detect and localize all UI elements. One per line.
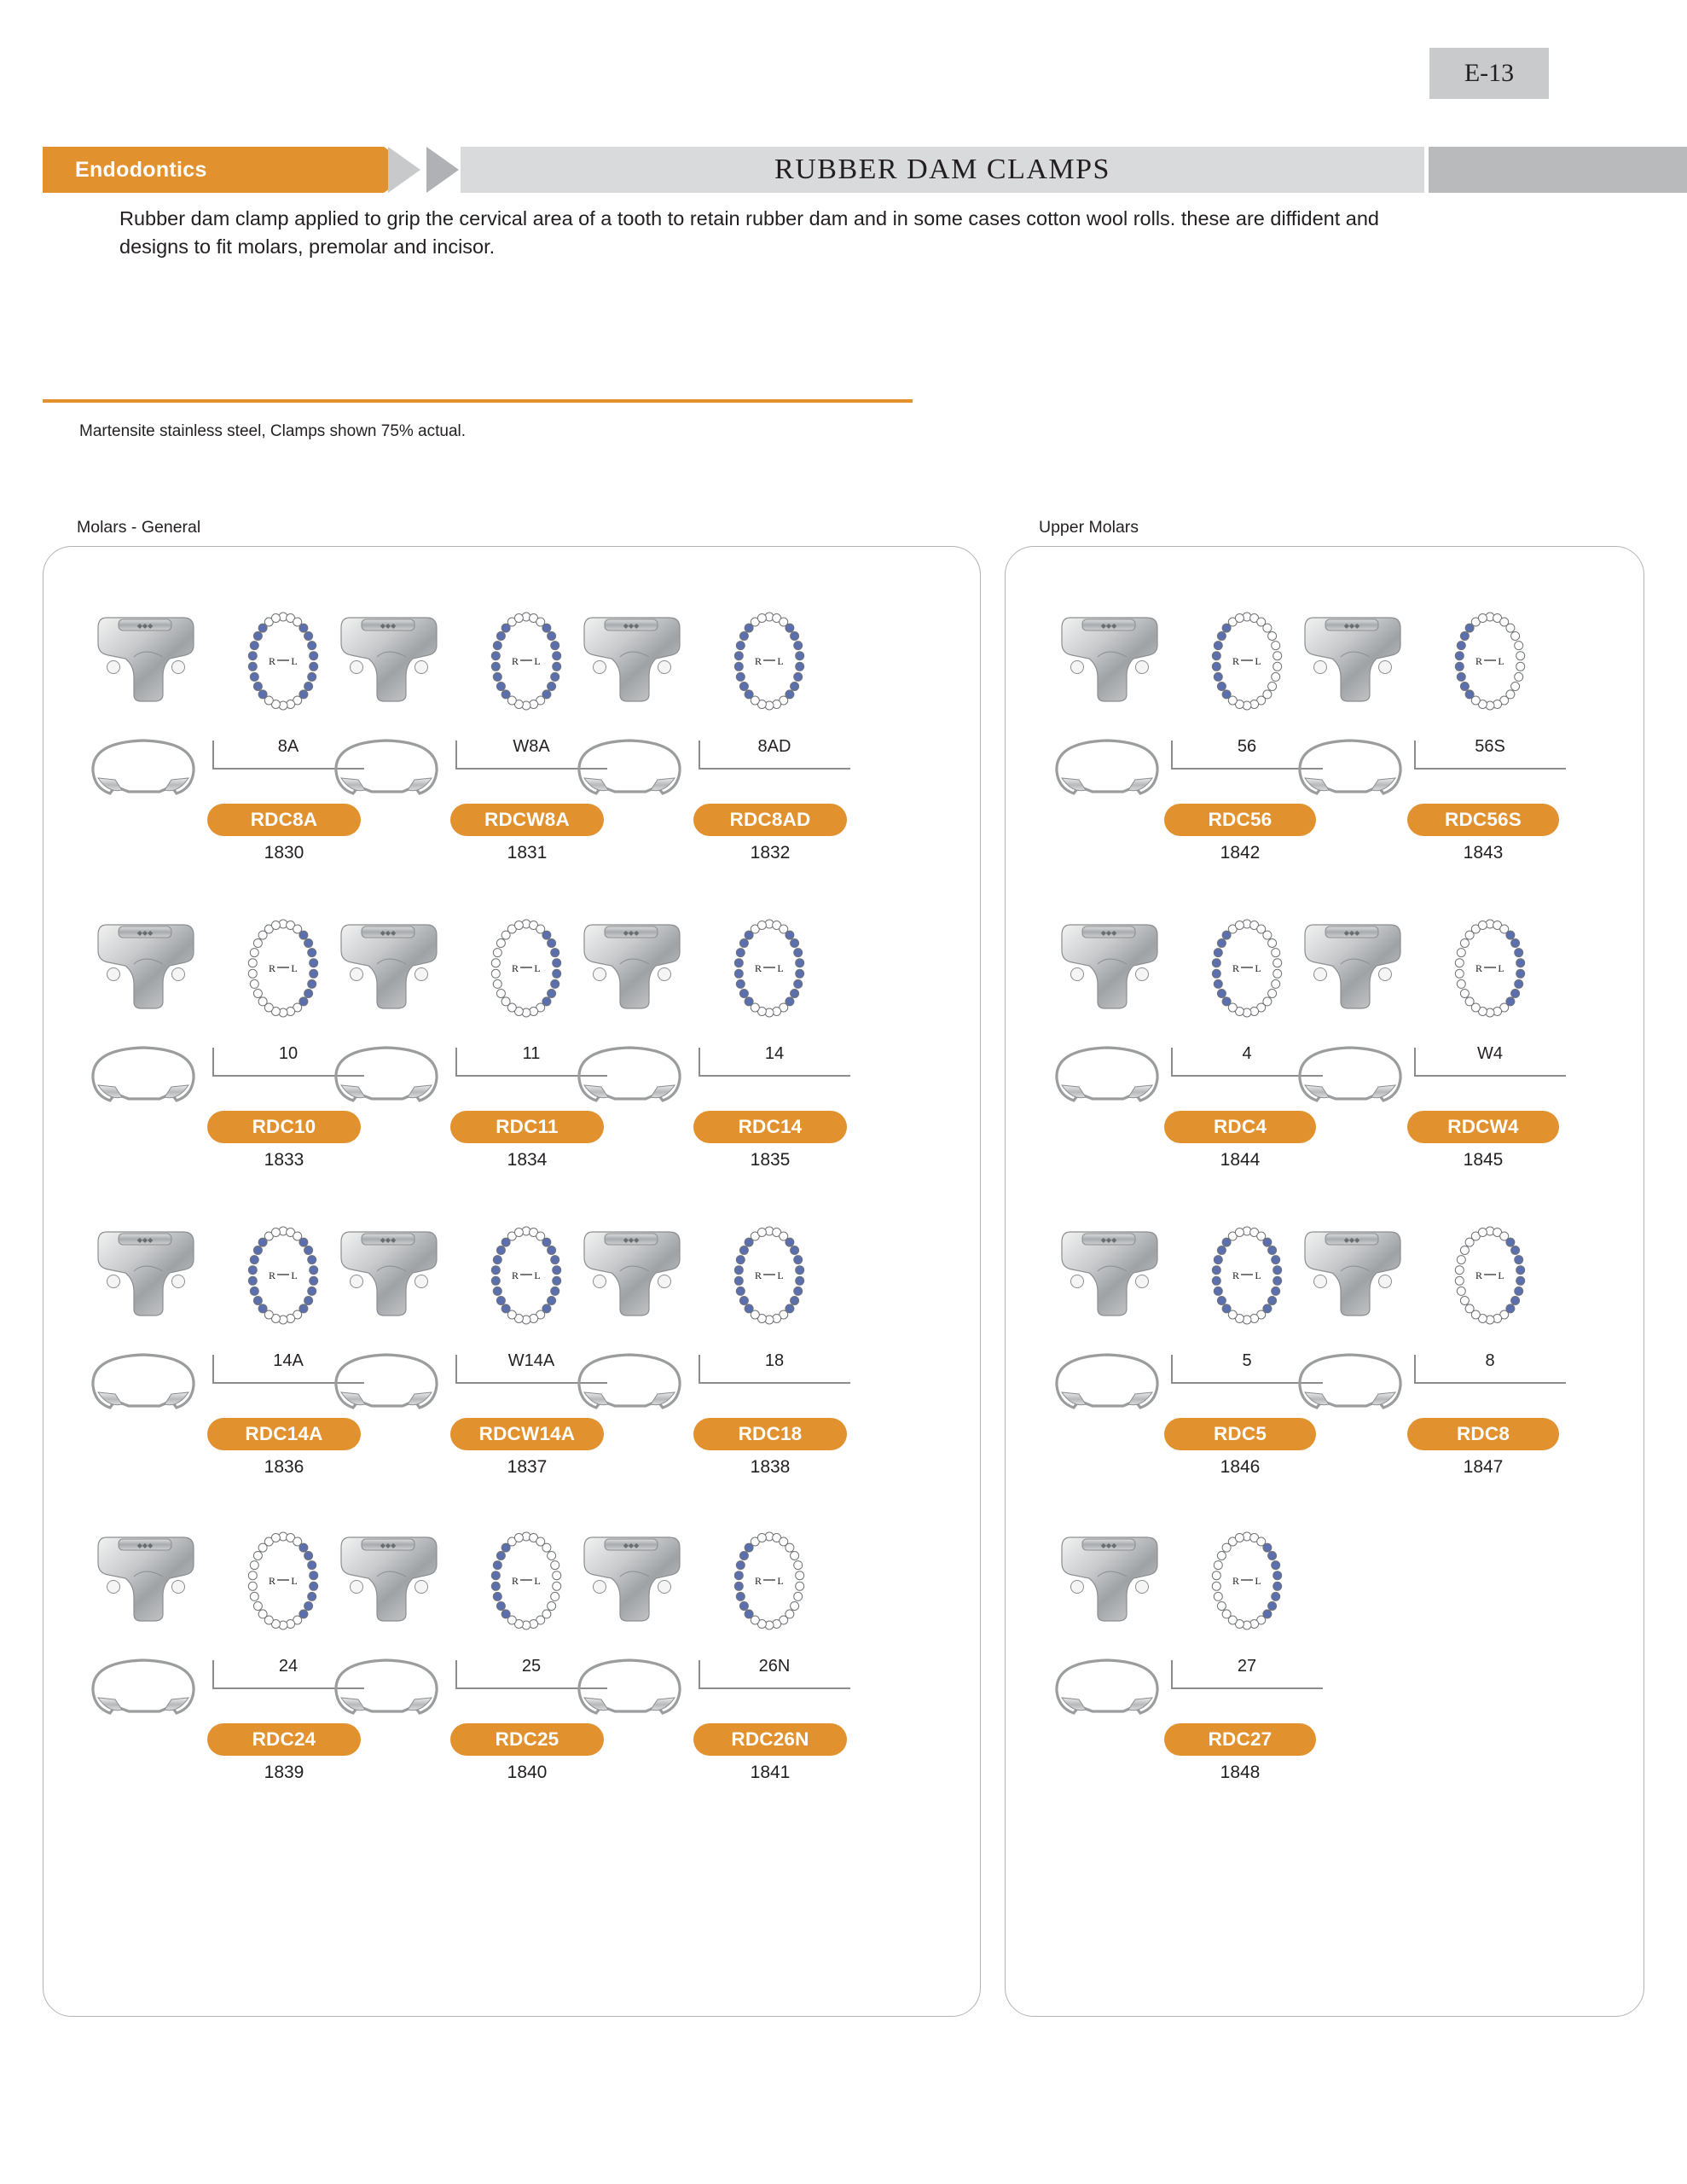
clamp-side-image bbox=[1284, 1034, 1417, 1115]
product-code-badge[interactable]: RDC14 bbox=[693, 1111, 847, 1143]
svg-text:◆◆◆: ◆◆◆ bbox=[623, 1236, 640, 1244]
size-underline bbox=[699, 768, 850, 770]
size-label: W14A bbox=[507, 1351, 555, 1370]
tooth-position-diagram bbox=[714, 913, 825, 1024]
product-code-badge[interactable]: RDCW8A bbox=[450, 804, 604, 836]
clamp-side-image bbox=[321, 727, 453, 808]
clamp-side-image bbox=[321, 1034, 453, 1115]
product-ref-number: 1833 bbox=[264, 1150, 304, 1170]
size-callout bbox=[688, 1339, 850, 1392]
clamp-front-image bbox=[81, 1220, 209, 1327]
svg-text:◆◆◆: ◆◆◆ bbox=[380, 929, 397, 937]
svg-text:L: L bbox=[1255, 655, 1261, 667]
clamp-front-image bbox=[1045, 1525, 1173, 1632]
size-label: 26N bbox=[758, 1657, 791, 1676]
product-ref-number: 1830 bbox=[264, 843, 304, 863]
clamp-front-image bbox=[567, 913, 695, 1019]
product-code-badge[interactable]: RDCW14A bbox=[450, 1418, 604, 1450]
size-callout bbox=[688, 1645, 850, 1698]
clamp-side-image bbox=[1041, 1647, 1174, 1728]
svg-text:L: L bbox=[1498, 655, 1504, 667]
product-ref-number: 1843 bbox=[1463, 843, 1504, 863]
product-cell bbox=[559, 1211, 857, 1519]
product-code-badge[interactable]: RDC8AD bbox=[693, 804, 847, 836]
size-underline bbox=[1171, 1687, 1323, 1689]
intro-text: Rubber dam clamp applied to grip the cervical area of a tooth to retain rubber dam and in some cases cotton wool rolls. these are diffident and designs to fit molars, premolar and incisor. bbox=[119, 207, 1379, 258]
tooth-position-diagram bbox=[1435, 913, 1545, 1024]
product-code-badge[interactable]: RDC11 bbox=[450, 1111, 604, 1143]
size-label: 24 bbox=[278, 1657, 299, 1676]
svg-text:R: R bbox=[754, 1269, 762, 1281]
size-callout bbox=[1404, 725, 1566, 778]
clamp-side-image bbox=[78, 1341, 210, 1422]
product-cell bbox=[1279, 1211, 1578, 1519]
svg-text:L: L bbox=[1255, 962, 1261, 974]
svg-text:L: L bbox=[777, 655, 784, 667]
svg-text:◆◆◆: ◆◆◆ bbox=[1100, 1542, 1117, 1549]
svg-text:◆◆◆: ◆◆◆ bbox=[380, 622, 397, 630]
product-code-badge[interactable]: RDC25 bbox=[450, 1723, 604, 1756]
svg-text:◆◆◆: ◆◆◆ bbox=[623, 1542, 640, 1549]
svg-text:L: L bbox=[777, 1575, 784, 1587]
svg-text:L: L bbox=[1255, 1575, 1261, 1587]
svg-text:R: R bbox=[1232, 962, 1240, 974]
size-underline bbox=[699, 1382, 850, 1384]
tooth-position-diagram bbox=[714, 1220, 825, 1331]
svg-text:R: R bbox=[754, 655, 762, 667]
svg-text:R: R bbox=[1475, 962, 1483, 974]
product-code-badge[interactable]: RDCW4 bbox=[1407, 1111, 1559, 1143]
svg-text:◆◆◆: ◆◆◆ bbox=[623, 622, 640, 630]
svg-text:R: R bbox=[1232, 1269, 1240, 1281]
size-label: 4 bbox=[1242, 1044, 1252, 1063]
clamp-side-image bbox=[1041, 727, 1174, 808]
product-ref-number: 1836 bbox=[264, 1457, 304, 1477]
product-ref-number: 1846 bbox=[1220, 1457, 1261, 1477]
svg-text:L: L bbox=[534, 962, 541, 974]
clamp-front-image bbox=[324, 1525, 452, 1632]
clamp-side-image bbox=[321, 1647, 453, 1728]
section-title-upper-molars: Upper Molars bbox=[1039, 518, 1139, 537]
svg-text:L: L bbox=[1498, 1269, 1504, 1281]
clamp-front-image bbox=[1045, 913, 1173, 1019]
size-underline bbox=[1414, 1075, 1566, 1077]
product-code-badge[interactable]: RDC26N bbox=[693, 1723, 847, 1756]
product-ref-number: 1831 bbox=[507, 843, 548, 863]
clamp-side-image bbox=[321, 1341, 453, 1422]
svg-text:◆◆◆: ◆◆◆ bbox=[1343, 929, 1360, 937]
svg-text:R: R bbox=[1232, 1575, 1240, 1587]
header-bar-secondary bbox=[1429, 147, 1687, 193]
size-callout bbox=[1404, 1032, 1566, 1085]
product-ref-number: 1832 bbox=[750, 843, 791, 863]
svg-text:R: R bbox=[1475, 655, 1483, 667]
clamp-side-image bbox=[1041, 1341, 1174, 1422]
product-cell bbox=[559, 597, 857, 904]
product-code-badge[interactable]: RDC56 bbox=[1164, 804, 1316, 836]
size-callout bbox=[688, 1032, 850, 1085]
svg-text:R: R bbox=[268, 1575, 276, 1587]
clamp-side-image bbox=[78, 727, 210, 808]
category-tab bbox=[43, 147, 384, 193]
product-code-badge[interactable]: RDC14A bbox=[207, 1418, 361, 1450]
svg-text:L: L bbox=[534, 655, 541, 667]
size-underline bbox=[1414, 768, 1566, 770]
product-ref-number: 1841 bbox=[750, 1763, 791, 1782]
svg-text:R: R bbox=[511, 1269, 519, 1281]
clamp-front-image bbox=[1288, 913, 1416, 1019]
svg-text:R: R bbox=[268, 1269, 276, 1281]
product-ref-number: 1835 bbox=[750, 1150, 791, 1170]
clamp-front-image bbox=[567, 1220, 695, 1327]
svg-text:◆◆◆: ◆◆◆ bbox=[136, 622, 154, 630]
clamp-front-image bbox=[81, 1525, 209, 1632]
clamp-front-image bbox=[1045, 606, 1173, 712]
product-code-badge[interactable]: RDC56S bbox=[1407, 804, 1559, 836]
size-underline bbox=[1414, 1382, 1566, 1384]
tooth-position-diagram bbox=[1191, 1525, 1302, 1636]
product-cell bbox=[1279, 597, 1578, 904]
tooth-position-diagram bbox=[1435, 606, 1545, 717]
size-label: W8A bbox=[513, 737, 550, 756]
size-label: W4 bbox=[1477, 1044, 1503, 1063]
category-tab-label: Endodontics bbox=[75, 157, 207, 182]
svg-text:◆◆◆: ◆◆◆ bbox=[136, 1542, 154, 1549]
size-label: 56 bbox=[1237, 737, 1257, 756]
svg-text:◆◆◆: ◆◆◆ bbox=[1343, 622, 1360, 630]
product-ref-number: 1844 bbox=[1220, 1150, 1261, 1170]
product-code-badge[interactable]: RDC27 bbox=[1164, 1723, 1316, 1756]
clamp-side-image bbox=[1041, 1034, 1174, 1115]
svg-text:L: L bbox=[291, 962, 298, 974]
svg-text:R: R bbox=[511, 1575, 519, 1587]
clamp-front-image bbox=[567, 606, 695, 712]
chevron-right-icon bbox=[426, 147, 459, 193]
size-label: 10 bbox=[278, 1044, 299, 1063]
svg-text:R: R bbox=[754, 962, 762, 974]
clamp-side-image bbox=[1284, 1341, 1417, 1422]
clamp-side-image bbox=[78, 1647, 210, 1728]
size-label: 11 bbox=[522, 1044, 541, 1063]
clamp-front-image bbox=[324, 1220, 452, 1327]
svg-text:◆◆◆: ◆◆◆ bbox=[136, 1236, 154, 1244]
svg-text:L: L bbox=[291, 655, 298, 667]
product-ref-number: 1840 bbox=[507, 1763, 548, 1782]
size-callout bbox=[1161, 1645, 1323, 1698]
svg-text:L: L bbox=[291, 1575, 298, 1587]
svg-text:◆◆◆: ◆◆◆ bbox=[623, 929, 640, 937]
size-underline bbox=[699, 1687, 850, 1689]
clamp-side-image bbox=[564, 1647, 696, 1728]
size-callout bbox=[1404, 1339, 1566, 1392]
chevron-right-icon bbox=[388, 147, 420, 193]
clamp-side-image bbox=[1284, 727, 1417, 808]
clamp-front-image bbox=[81, 913, 209, 1019]
svg-text:◆◆◆: ◆◆◆ bbox=[136, 929, 154, 937]
size-label: 8AD bbox=[757, 737, 791, 756]
clamp-front-image bbox=[81, 606, 209, 712]
product-cell bbox=[1036, 1517, 1335, 1824]
page-header bbox=[0, 147, 1687, 193]
svg-text:L: L bbox=[1498, 962, 1504, 974]
product-code-badge[interactable]: RDC8A bbox=[207, 804, 361, 836]
page-code-badge: E-13 bbox=[1429, 48, 1549, 99]
clamp-side-image bbox=[564, 1341, 696, 1422]
svg-text:◆◆◆: ◆◆◆ bbox=[1100, 622, 1117, 630]
size-label: 8 bbox=[1485, 1351, 1495, 1370]
svg-text:L: L bbox=[1255, 1269, 1261, 1281]
clamp-side-image bbox=[564, 1034, 696, 1115]
product-ref-number: 1837 bbox=[507, 1457, 548, 1477]
svg-text:◆◆◆: ◆◆◆ bbox=[1343, 1236, 1360, 1244]
size-label: 5 bbox=[1242, 1351, 1252, 1370]
product-code-badge[interactable]: RDC8 bbox=[1407, 1418, 1559, 1450]
svg-text:R: R bbox=[268, 655, 276, 667]
product-ref-number: 1847 bbox=[1463, 1457, 1504, 1477]
svg-text:R: R bbox=[754, 1575, 762, 1587]
product-ref-number: 1839 bbox=[264, 1763, 304, 1782]
svg-text:◆◆◆: ◆◆◆ bbox=[1100, 1236, 1117, 1244]
clamp-front-image bbox=[324, 606, 452, 712]
product-cell bbox=[1279, 904, 1578, 1211]
product-cell bbox=[559, 1517, 857, 1824]
svg-text:R: R bbox=[511, 962, 519, 974]
page-title: RUBBER DAM CLAMPS bbox=[774, 154, 1110, 185]
size-underline bbox=[699, 1075, 850, 1077]
size-label: 8A bbox=[277, 737, 299, 756]
product-code-badge[interactable]: RDC5 bbox=[1164, 1418, 1316, 1450]
divider bbox=[43, 399, 913, 403]
product-ref-number: 1842 bbox=[1220, 843, 1261, 863]
tooth-position-diagram bbox=[714, 1525, 825, 1636]
size-label: 25 bbox=[521, 1657, 542, 1676]
product-cell bbox=[559, 904, 857, 1211]
size-label: 18 bbox=[764, 1351, 785, 1370]
svg-text:L: L bbox=[291, 1269, 298, 1281]
clamp-front-image bbox=[1045, 1220, 1173, 1327]
product-ref-number: 1848 bbox=[1220, 1763, 1261, 1782]
size-label: 14A bbox=[273, 1351, 304, 1370]
tooth-position-diagram bbox=[1435, 1220, 1545, 1331]
product-code-badge[interactable]: RDC10 bbox=[207, 1111, 361, 1143]
svg-text:L: L bbox=[534, 1269, 541, 1281]
clamp-front-image bbox=[324, 913, 452, 1019]
svg-text:R: R bbox=[1232, 655, 1240, 667]
product-ref-number: 1834 bbox=[507, 1150, 548, 1170]
clamp-front-image bbox=[1288, 606, 1416, 712]
product-code-badge[interactable]: RDC4 bbox=[1164, 1111, 1316, 1143]
svg-text:L: L bbox=[777, 962, 784, 974]
svg-text:◆◆◆: ◆◆◆ bbox=[1100, 929, 1117, 937]
tooth-position-diagram bbox=[714, 606, 825, 717]
svg-text:R: R bbox=[511, 655, 519, 667]
svg-text:L: L bbox=[534, 1575, 541, 1587]
material-note: Martensite stainless steel, Clamps shown 75% actual. bbox=[79, 422, 467, 440]
clamp-side-image bbox=[564, 727, 696, 808]
clamp-side-image bbox=[78, 1034, 210, 1115]
product-ref-number: 1845 bbox=[1463, 1150, 1504, 1170]
product-ref-number: 1838 bbox=[750, 1457, 791, 1477]
size-label: 27 bbox=[1237, 1657, 1257, 1676]
product-code-badge[interactable]: RDC18 bbox=[693, 1418, 847, 1450]
size-callout bbox=[688, 725, 850, 778]
svg-text:R: R bbox=[1475, 1269, 1483, 1281]
size-label: 56S bbox=[1475, 737, 1505, 756]
section-title-molars-general: Molars - General bbox=[77, 518, 201, 537]
clamp-front-image bbox=[567, 1525, 695, 1632]
size-label: 14 bbox=[764, 1044, 785, 1063]
svg-text:◆◆◆: ◆◆◆ bbox=[380, 1236, 397, 1244]
svg-text:◆◆◆: ◆◆◆ bbox=[380, 1542, 397, 1549]
product-code-badge[interactable]: RDC24 bbox=[207, 1723, 361, 1756]
svg-text:R: R bbox=[268, 962, 276, 974]
clamp-front-image bbox=[1288, 1220, 1416, 1327]
svg-text:L: L bbox=[777, 1269, 784, 1281]
